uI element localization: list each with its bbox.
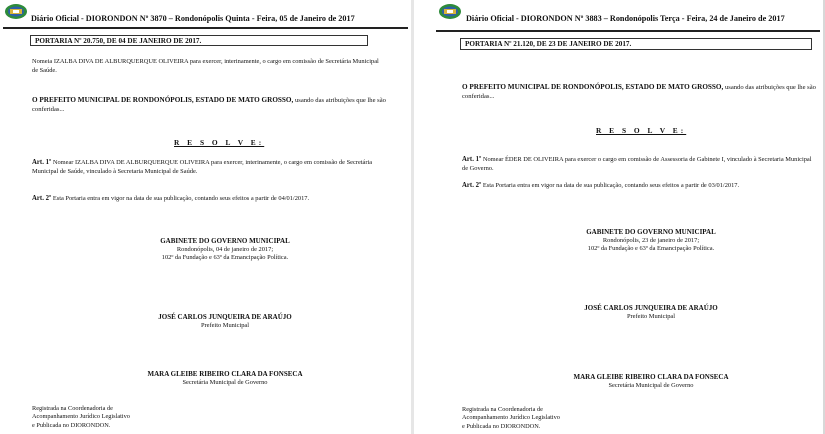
preamble-authority: O PREFEITO MUNICIPAL DE RONDONÓPOLIS, ESTADO DE MATO GROSSO, — [462, 83, 724, 91]
gabinete-block — [526, 228, 776, 254]
preamble — [462, 83, 817, 101]
prefeito-name: JOSÉ CARLOS JUNQUEIRA DE ARAÚJO — [584, 304, 718, 312]
header-rule — [3, 27, 408, 29]
header-rule — [436, 30, 820, 32]
gabinete-date: Rondonópolis, 23 de janeiro de 2017; — [602, 236, 700, 244]
gabinete-title: GABINETE DO GOVERNO MUNICIPAL — [586, 228, 716, 236]
gazette-header: Diário Oficial - DIORONDON Nº 3870 – Rondonópolis Quinta - Feira, 05 de Janeiro de 2017 — [31, 14, 355, 23]
gabinete-block — [100, 237, 350, 263]
article-1-label: Art. 1º — [32, 159, 52, 166]
registro-line-2: Acompanhamento Jurídico Legislativo — [462, 414, 560, 422]
gazette-header: Diário Oficial - DIORONDON Nº 3883 – Rondonópolis Terça - Feira, 24 de Janeiro de 2017 — [466, 14, 785, 23]
registro-line-3: e Publicada no DIORONDON. — [32, 421, 111, 429]
article-1 — [32, 159, 380, 176]
registro-note — [32, 405, 232, 430]
gabinete-title: GABINETE DO GOVERNO MUNICIPAL — [160, 237, 290, 245]
prefeito-signature — [100, 313, 350, 330]
prefeito-name: JOSÉ CARLOS JUNQUEIRA DE ARAÚJO — [158, 313, 292, 321]
prefeito-signature — [526, 304, 776, 321]
document-page-right — [414, 0, 825, 434]
registro-line-3: e Publicada no DIORONDON. — [462, 422, 541, 430]
article-2-label: Art. 2º — [462, 182, 482, 189]
resolve-heading: R E S O L V E: — [174, 138, 265, 147]
document-page-left — [0, 0, 412, 434]
preamble — [32, 96, 392, 114]
secretaria-signature — [516, 373, 786, 390]
municipal-crest-icon — [4, 3, 28, 20]
portaria-title: PORTARIA Nº 20.750, DE 04 DE JANEIRO DE 2017. — [30, 35, 368, 46]
ementa: Nomeia IZALBA DIVA DE ALBURQUERQUE OLIVEIRA para exercer, interinamente, o cargo em comissão de Secretária Municipal de Saúde. — [32, 58, 379, 74]
secretaria-name: MARA GLEIBE RIBEIRO CLARA DA FONSECA — [573, 373, 729, 381]
secretaria-name: MARA GLEIBE RIBEIRO CLARA DA FONSECA — [147, 370, 303, 378]
municipal-crest-icon — [438, 3, 462, 20]
article-2 — [462, 182, 812, 191]
article-1-label: Art. 1º — [462, 156, 482, 163]
article-2 — [32, 195, 380, 204]
article-2-label: Art. 2º — [32, 195, 52, 202]
resolve-heading: R E S O L V E: — [596, 126, 687, 135]
registro-line-2: Acompanhamento Jurídico Legislativo — [32, 413, 130, 421]
portaria-title: PORTARIA Nº 21.120, DE 23 DE JANEIRO DE 2017. — [460, 38, 812, 50]
prefeito-role: Prefeito Municipal — [626, 312, 676, 320]
article-1-text: Nomear IZALBA DIVA DE ALBURQUERQUE OLIVEIRA para exercer, interinamente, o cargo em comissão de Secretária Municipal de Saúde, vinculado à Secretaria Municipal de Saúde. — [32, 159, 373, 175]
preamble-text: usando das atribuições que lhe são conferidas... — [32, 97, 386, 113]
article-2-text: Esta Portaria entra em vigor na data de sua publicação, contando seus efeitos a partir de 03/01/2017. — [481, 182, 740, 189]
gabinete-era: 102º da Fundação e 63º da Emancipação Política. — [161, 254, 289, 261]
gabinete-date: Rondonópolis, 04 de janeiro de 2017; — [176, 245, 274, 253]
prefeito-role: Prefeito Municipal — [200, 321, 250, 329]
secretaria-role: Secretária Municipal de Governo — [608, 381, 694, 389]
registro-note — [462, 406, 662, 431]
article-1-text: Nomear ÉDER DE OLIVEIRA para exercer o cargo em comissão de Assessoria de Gabinete I, vinculado à Secretaria Municipal de Governo. — [462, 156, 812, 172]
registro-line-1: Registrada na Coordenadoria de — [32, 405, 113, 412]
registro-line-1: Registrada na Coordenadoria de — [462, 406, 543, 413]
secretaria-role: Secretária Municipal de Governo — [182, 378, 268, 386]
article-1 — [462, 156, 812, 173]
preamble-text: usando das atribuições que lhe são conferidas... — [462, 84, 816, 100]
secretaria-signature — [90, 370, 360, 387]
gabinete-era: 102º da Fundação e 63º da Emancipação Política. — [587, 245, 715, 252]
article-2-text: Esta Portaria entra em vigor na data de sua publicação, contando seus efeitos a partir de 04/01/2017. — [51, 195, 310, 202]
preamble-authority: O PREFEITO MUNICIPAL DE RONDONÓPOLIS, ESTADO DE MATO GROSSO, — [32, 96, 294, 104]
